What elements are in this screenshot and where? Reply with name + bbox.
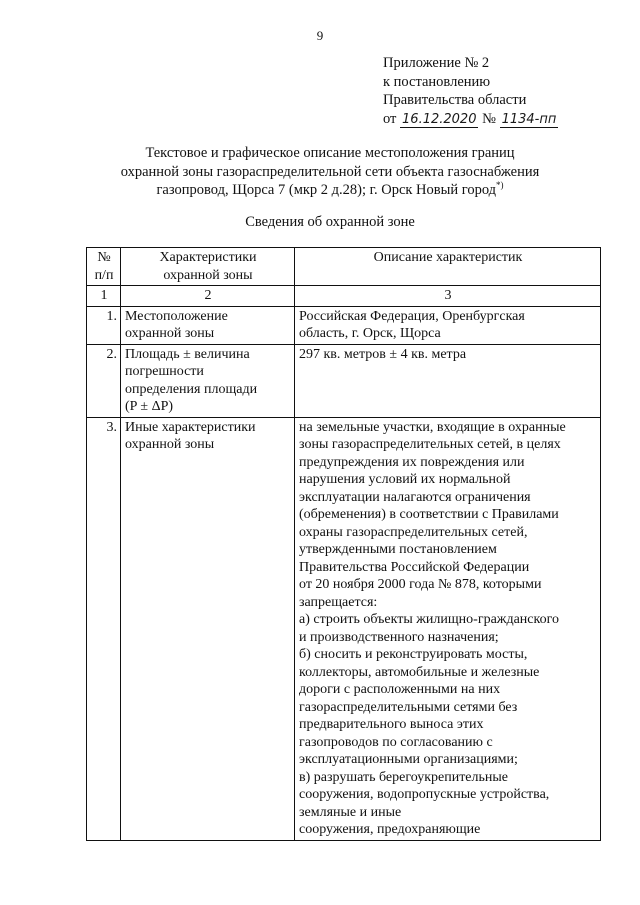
handwritten-number: 1134-пп	[501, 111, 557, 127]
index-cell: 2	[121, 286, 295, 307]
row-description	[295, 344, 601, 417]
row-number: 1.	[87, 306, 121, 344]
text-line: Российская Федерация, Оренбургская	[299, 308, 525, 324]
appendix-block	[383, 54, 558, 128]
text-line: газопроводов по согласованию с	[299, 734, 493, 750]
text-line: эксплуатационными организациями;	[299, 752, 518, 767]
index-cell: 1	[87, 286, 121, 307]
header-characteristic-line-2: охранной зоны	[163, 267, 253, 283]
title-line-3-text: газопровод, Щорса 7 (мкр 2 д.28); г. Орск Новый город	[156, 182, 497, 198]
text-line: Местоположение	[125, 308, 228, 324]
table-index-row	[87, 286, 601, 307]
appendix-line-2: к постановлению	[383, 73, 491, 90]
text-line: погрешности	[125, 364, 204, 379]
appendix-line-1: Приложение № 2	[383, 55, 490, 71]
table-row	[87, 306, 601, 344]
text-line: Правительства Российской Федерации	[299, 559, 530, 575]
row-number: 3.	[87, 417, 121, 840]
text-line: предварительного выноса этих	[299, 717, 484, 732]
text-line: область, г. Орск, Щорса	[299, 326, 441, 341]
page-number: 9	[316, 28, 324, 43]
footnote-mark: *)	[496, 180, 504, 191]
text-line: зоны газораспределительных сетей, в целях	[299, 437, 561, 452]
text-line: 297 кв. метров ± 4 кв. метра	[299, 346, 467, 362]
text-line: сооружения, предохраняющие	[299, 822, 481, 837]
text-line: охранной зоны	[125, 437, 215, 452]
date-prefix: от	[383, 110, 397, 127]
row-description	[295, 306, 601, 344]
index-cell: 3	[295, 286, 601, 307]
text-line: Иные характеристики	[125, 419, 256, 435]
text-line: утвержденными постановлением	[299, 542, 497, 557]
text-line: в) разрушать берегоукрепительные	[299, 769, 509, 785]
text-line: предупреждения их повреждения или	[299, 454, 525, 470]
protection-zone-table	[86, 247, 601, 841]
text-line: земляные и иные	[299, 804, 402, 820]
row-characteristic	[121, 306, 295, 344]
text-line: Площадь ± величина	[125, 346, 250, 362]
header-description: Описание характеристик	[295, 248, 601, 286]
text-line: от 20 ноября 2000 года № 878, которыми	[299, 577, 542, 592]
text-line: дороги с расположенными на них	[299, 682, 501, 697]
row-number: 2.	[87, 344, 121, 417]
header-characteristic	[121, 248, 295, 286]
number-prefix: №	[482, 110, 496, 127]
text-line: газораспределительными сетями без	[299, 699, 518, 715]
header-characteristic-line-1: Характеристики	[159, 250, 257, 265]
row-characteristic	[121, 417, 295, 840]
table-header-row	[87, 248, 601, 286]
section-title: Сведения об охранной зоне	[245, 214, 415, 230]
header-number-line-2: п/п	[94, 267, 114, 283]
text-line: запрещается:	[299, 594, 378, 610]
title-line-2: охранной зоны газораспределительной сети объекта газоснабжения	[120, 163, 540, 180]
text-line: б) сносить и реконструировать мосты,	[299, 647, 528, 662]
appendix-line-3: Правительства области	[383, 92, 527, 108]
header-number-line-1: №	[97, 250, 111, 265]
title-line-3	[60, 181, 600, 200]
text-line: нарушения условий их нормальной	[299, 472, 511, 487]
title-line-1: Текстовое и графическое описание местоположения границ	[145, 145, 515, 161]
text-line: определения площади	[125, 381, 258, 397]
appendix-date-line	[383, 110, 558, 129]
row-characteristic	[121, 344, 295, 417]
text-line: (обременения) в соответствии с Правилами	[299, 507, 559, 522]
handwritten-date: 16.12.2020	[402, 111, 477, 127]
text-line: а) строить объекты жилищно-гражданского	[299, 612, 559, 627]
text-line: сооружения, водопропускные устройства,	[299, 787, 550, 802]
text-line: (P ± ΔP)	[125, 399, 174, 414]
text-line: охраны газораспределительных сетей,	[299, 524, 528, 540]
document-title	[60, 144, 600, 200]
header-number	[87, 248, 121, 286]
text-line: охранной зоны	[125, 326, 215, 341]
text-line: и производственного назначения;	[299, 629, 499, 645]
table-row	[87, 344, 601, 417]
text-line: на земельные участки, входящие в охранные	[299, 419, 566, 435]
table-row	[87, 417, 601, 840]
text-line: эксплуатации налагаются ограничения	[299, 489, 531, 505]
row-description	[295, 417, 601, 840]
text-line: коллекторы, автомобильные и железные	[299, 664, 540, 680]
